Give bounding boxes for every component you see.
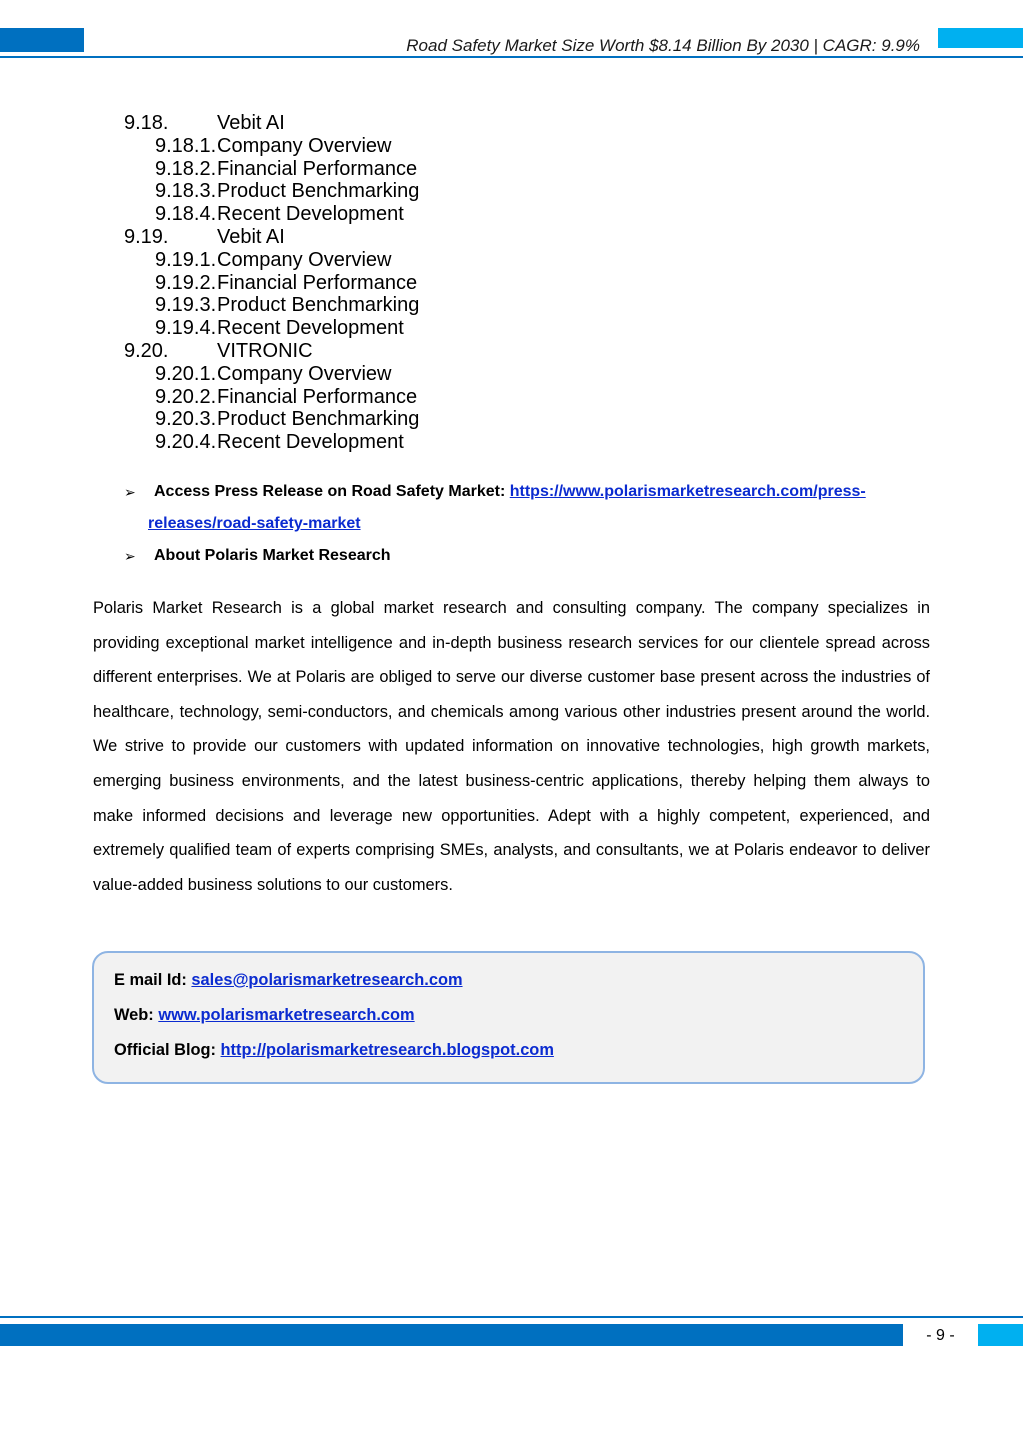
- toc-item: [124, 317, 419, 340]
- toc-item-number: 9.18.4.: [155, 203, 217, 226]
- toc-item: [124, 180, 419, 203]
- toc-item-label: Vebit AI: [217, 112, 285, 134]
- toc-item-number: 9.18.: [124, 112, 169, 134]
- contact-email-row: [114, 966, 903, 1001]
- web-link[interactable]: www.polarismarketresearch.com: [158, 1006, 415, 1024]
- toc-item-label: Financial Performance: [217, 157, 418, 180]
- toc-item: [124, 363, 419, 386]
- toc-item-label: Product Benchmarking: [217, 294, 420, 317]
- toc-item-number: 9.19.3.: [155, 294, 217, 317]
- page-number: - 9 -: [926, 1327, 955, 1344]
- toc-item-number: 9.20.: [124, 339, 169, 362]
- arrow-bullet-icon: ➢: [124, 548, 136, 564]
- footer-cyan-block: [978, 1324, 1023, 1346]
- header-divider: [0, 56, 1023, 58]
- toc-item-number: 9.19.: [124, 225, 169, 248]
- contact-blog-row: [114, 1036, 903, 1071]
- toc-item-label: Company Overview: [217, 362, 392, 385]
- toc-item: [124, 431, 419, 454]
- email-link[interactable]: sales@polarismarketresearch.com: [191, 971, 463, 989]
- toc-item-number: 9.20.1.: [155, 362, 217, 385]
- toc-item-label: Vebit AI: [217, 225, 285, 248]
- toc-item-label: Product Benchmarking: [217, 180, 420, 203]
- blog-label: Official Blog:: [114, 1041, 221, 1059]
- toc-item-label: Financial Performance: [217, 271, 418, 294]
- toc-item-number: 9.19.1.: [155, 248, 217, 271]
- toc-item: [124, 135, 419, 158]
- toc-item-number: 9.19.4.: [155, 317, 217, 340]
- header-blue-block: [0, 28, 84, 52]
- toc-item: [124, 386, 419, 409]
- press-release-link-continued[interactable]: releases/road-safety-market: [148, 515, 361, 532]
- toc-item-label: VITRONIC: [217, 339, 313, 362]
- toc-item: [124, 408, 419, 431]
- toc-item-label: Recent Development: [217, 317, 404, 340]
- table-of-contents: [124, 112, 419, 454]
- blog-link[interactable]: http://polarismarketresearch.blogspot.com: [220, 1041, 554, 1059]
- email-label: E mail Id:: [114, 971, 192, 989]
- toc-item-number: 9.19.2.: [155, 271, 217, 294]
- footer-blue-bar: [0, 1324, 903, 1346]
- about-bullet: [124, 540, 924, 572]
- toc-item: [124, 340, 419, 363]
- toc-item: [124, 203, 419, 226]
- toc-item-label: Recent Development: [217, 431, 404, 454]
- toc-item-number: 9.20.4.: [155, 431, 217, 454]
- toc-item: [124, 249, 419, 272]
- footer-divider: [0, 1316, 1023, 1318]
- toc-item: [124, 294, 419, 317]
- toc-item-number: 9.20.2.: [155, 385, 217, 408]
- toc-item: [124, 158, 419, 181]
- press-release-bullet: [124, 476, 924, 540]
- press-release-label: Access Press Release on Road Safety Market:: [154, 483, 510, 500]
- bullet-list: [124, 476, 924, 572]
- toc-item-label: Recent Development: [217, 203, 404, 226]
- press-release-link[interactable]: https://www.polarismarketresearch.com/press-: [509, 483, 866, 500]
- toc-item: [124, 226, 419, 249]
- toc-item-number: 9.18.2.: [155, 157, 217, 180]
- web-label: Web:: [114, 1006, 159, 1024]
- header-cyan-block: [938, 28, 1023, 48]
- contact-box: [92, 951, 925, 1084]
- about-paragraph: Polaris Market Research is a global market research and consulting company. The company specializes in providing exceptional market intelligence and in-depth business research services for our clientele spread across different enterprises. We at Polaris are obliged to serve our diverse customer base present across the industries of healthcare, technology, semi-conductors, and chemicals among various other industries present around the world. We strive to provide our customers with updated information on innovative technologies, high growth markets, emerging business environments, and the latest business-centric applications, thereby helping them always to make informed decisions and leverage new opportunities. Adept with a highly competent, experienced, and extremely qualified team of experts comprising SMEs, analysts, and consultants, we at Polaris endeavor to deliver value-added business solutions to our customers.: [93, 599, 930, 894]
- about-heading: About Polaris Market Research: [154, 547, 391, 564]
- toc-item-label: Product Benchmarking: [217, 408, 420, 431]
- toc-item-label: Company Overview: [217, 134, 392, 157]
- toc-item-number: 9.20.3.: [155, 408, 217, 431]
- toc-item-label: Financial Performance: [217, 385, 418, 408]
- toc-item: [124, 272, 419, 295]
- contact-web-row: [114, 1001, 903, 1036]
- document-header-title: Road Safety Market Size Worth $8.14 Billion By 2030 | CAGR: 9.9%: [406, 36, 920, 55]
- toc-item: [124, 112, 419, 135]
- arrow-bullet-icon: ➢: [124, 484, 136, 500]
- toc-item-label: Company Overview: [217, 248, 392, 271]
- toc-item-number: 9.18.1.: [155, 134, 217, 157]
- toc-item-number: 9.18.3.: [155, 180, 217, 203]
